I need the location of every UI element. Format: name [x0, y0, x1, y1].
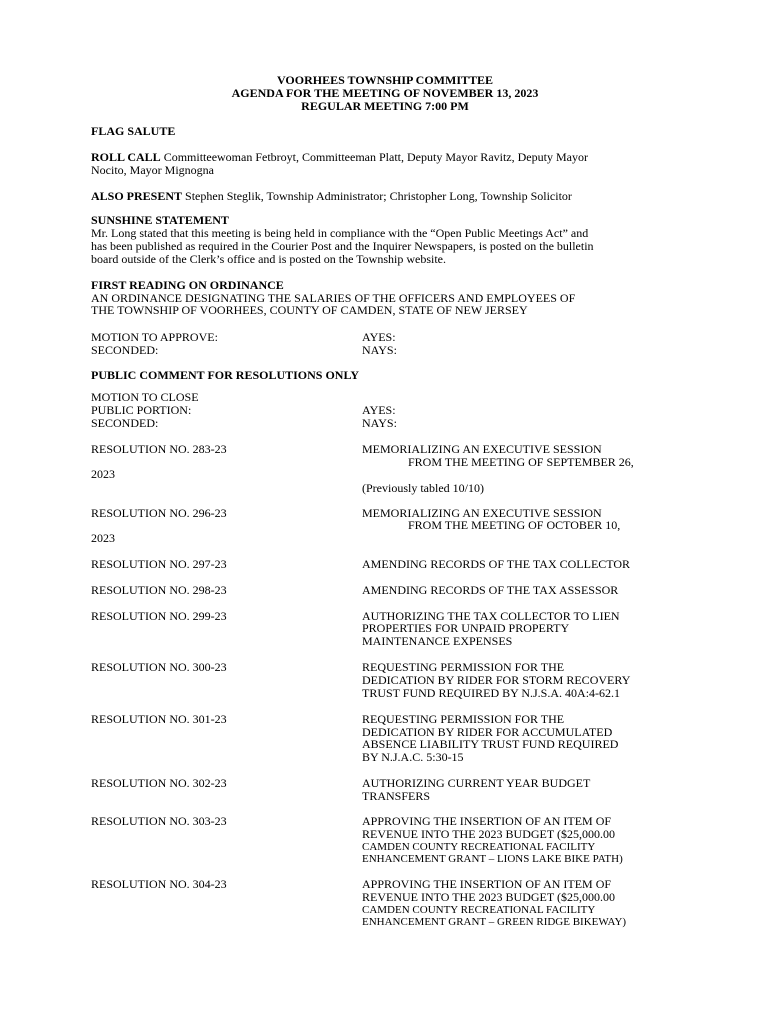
resolution-title: MAINTENANCE EXPENSES	[362, 634, 513, 648]
resolution-title: DEDICATION BY RIDER FOR ACCUMULATED	[362, 725, 613, 739]
resolution-title: ENHANCEMENT GRANT – LIONS LAKE BIKE PATH)	[362, 853, 623, 865]
public-ayes: AYES:	[362, 403, 396, 417]
doc-title-line3: REGULAR MEETING 7:00 PM	[301, 99, 469, 113]
resolution-number: RESOLUTION NO. 303-23	[91, 814, 227, 828]
resolution-title: PROPERTIES FOR UNPAID PROPERTY	[362, 621, 570, 635]
resolution-title: MEMORIALIZING AN EXECUTIVE SESSION	[362, 506, 602, 520]
motion-to-approve: MOTION TO APPROVE:	[91, 330, 218, 344]
resolution-number: RESOLUTION NO. 304-23	[91, 877, 227, 891]
resolution-title: TRUST FUND REQUIRED BY N.J.S.A. 40A:4-62.1	[362, 686, 621, 700]
sunshine-line3: board outside of the Clerk’s office and is posted on the Township website.	[91, 252, 446, 266]
resolution-title: FROM THE MEETING OF OCTOBER 10,	[408, 518, 621, 532]
motion-to-close: MOTION TO CLOSE	[91, 390, 199, 404]
resolution-title: REVENUE INTO THE 2023 BUDGET ($25,000.00	[362, 827, 615, 841]
resolution-title: APPROVING THE INSERTION OF AN ITEM OF	[362, 814, 612, 828]
resolution-title: DEDICATION BY RIDER FOR STORM RECOVERY	[362, 673, 631, 687]
resolution-number: RESOLUTION NO. 283-23	[91, 442, 227, 456]
sunshine-line1: Mr. Long stated that this meeting is being held in compliance with the “Open Public Meetings Act” and	[91, 226, 589, 240]
resolution-title: CAMDEN COUNTY RECREATIONAL FACILITY	[362, 904, 596, 916]
resolution-title: MEMORIALIZING AN EXECUTIVE SESSION	[362, 442, 602, 456]
flag-salute-heading: FLAG SALUTE	[91, 124, 176, 138]
doc-title-line2: AGENDA FOR THE MEETING OF NOVEMBER 13, 2023	[231, 86, 539, 100]
doc-title-line1: VOORHEES TOWNSHIP COMMITTEE	[276, 73, 494, 87]
resolution-title: FROM THE MEETING OF SEPTEMBER 26,	[408, 455, 634, 469]
resolution-title: TRANSFERS	[362, 789, 431, 803]
ordinance-line1: AN ORDINANCE DESIGNATING THE SALARIES OF THE OFFICERS AND EMPLOYEES OF	[91, 291, 576, 305]
also-present	[91, 190, 572, 203]
resolution-number: RESOLUTION NO. 298-23	[91, 583, 227, 597]
resolution-number: RESOLUTION NO. 300-23	[91, 660, 227, 674]
resolution-number: RESOLUTION NO. 299-23	[91, 609, 227, 623]
seconded-label: SECONDED:	[91, 343, 159, 357]
resolution-number: RESOLUTION NO. 302-23	[91, 776, 227, 790]
public-nays: NAYS:	[362, 416, 397, 430]
public-portion: PUBLIC PORTION:	[91, 403, 192, 417]
ayes-label: AYES:	[362, 330, 396, 344]
resolution-number: RESOLUTION NO. 297-23	[91, 557, 227, 571]
resolution-title: AUTHORIZING CURRENT YEAR BUDGET	[362, 776, 591, 790]
resolution-year: 2023	[91, 467, 115, 481]
resolution-title: ABSENCE LIABILITY TRUST FUND REQUIRED	[362, 737, 619, 751]
resolution-title: AMENDING RECORDS OF THE TAX COLLECTOR	[362, 557, 631, 571]
resolution-title: REQUESTING PERMISSION FOR THE	[362, 660, 565, 674]
roll-call-text-cont: Nocito, Mayor Mignogna	[91, 163, 214, 177]
also-present-label: ALSO PRESENT	[91, 189, 183, 203]
resolution-number: RESOLUTION NO. 301-23	[91, 712, 227, 726]
resolution-title: REVENUE INTO THE 2023 BUDGET ($25,000.00	[362, 890, 615, 904]
public-comment-heading: PUBLIC COMMENT FOR RESOLUTIONS ONLY	[91, 368, 360, 382]
roll-call-text: Committeewoman Fetbroyt, Committeeman Platt, Deputy Mayor Ravitz, Deputy Mayor	[163, 150, 588, 164]
public-seconded: SECONDED:	[91, 416, 159, 430]
resolution-year: 2023	[91, 531, 115, 545]
resolution-number: RESOLUTION NO. 296-23	[91, 506, 227, 520]
sunshine-heading: SUNSHINE STATEMENT	[91, 213, 229, 227]
roll-call-label: ROLL CALL	[91, 150, 161, 164]
ordinance-line2: THE TOWNSHIP OF VOORHEES, COUNTY OF CAMDEN, STATE OF NEW JERSEY	[91, 303, 528, 317]
resolution-title: REQUESTING PERMISSION FOR THE	[362, 712, 565, 726]
resolution-title: APPROVING THE INSERTION OF AN ITEM OF	[362, 877, 612, 891]
resolution-note: (Previously tabled 10/10)	[362, 481, 484, 495]
resolution-title: AMENDING RECORDS OF THE TAX ASSESSOR	[362, 583, 619, 597]
resolution-title: CAMDEN COUNTY RECREATIONAL FACILITY	[362, 841, 596, 853]
first-reading-heading: FIRST READING ON ORDINANCE	[91, 278, 284, 292]
resolution-title: ENHANCEMENT GRANT – GREEN RIDGE BIKEWAY)	[362, 916, 627, 928]
sunshine-line2: has been published as required in the Courier Post and the Inquirer Newspapers, is posted on the bulletin	[91, 239, 594, 253]
resolution-title: AUTHORIZING THE TAX COLLECTOR TO LIEN	[362, 609, 620, 623]
resolution-title: BY N.J.A.C. 5:30-15	[362, 750, 464, 764]
also-present-text: Stephen Steglik, Township Administrator; Christopher Long, Township Solicitor	[185, 189, 572, 203]
nays-label: NAYS:	[362, 343, 397, 357]
